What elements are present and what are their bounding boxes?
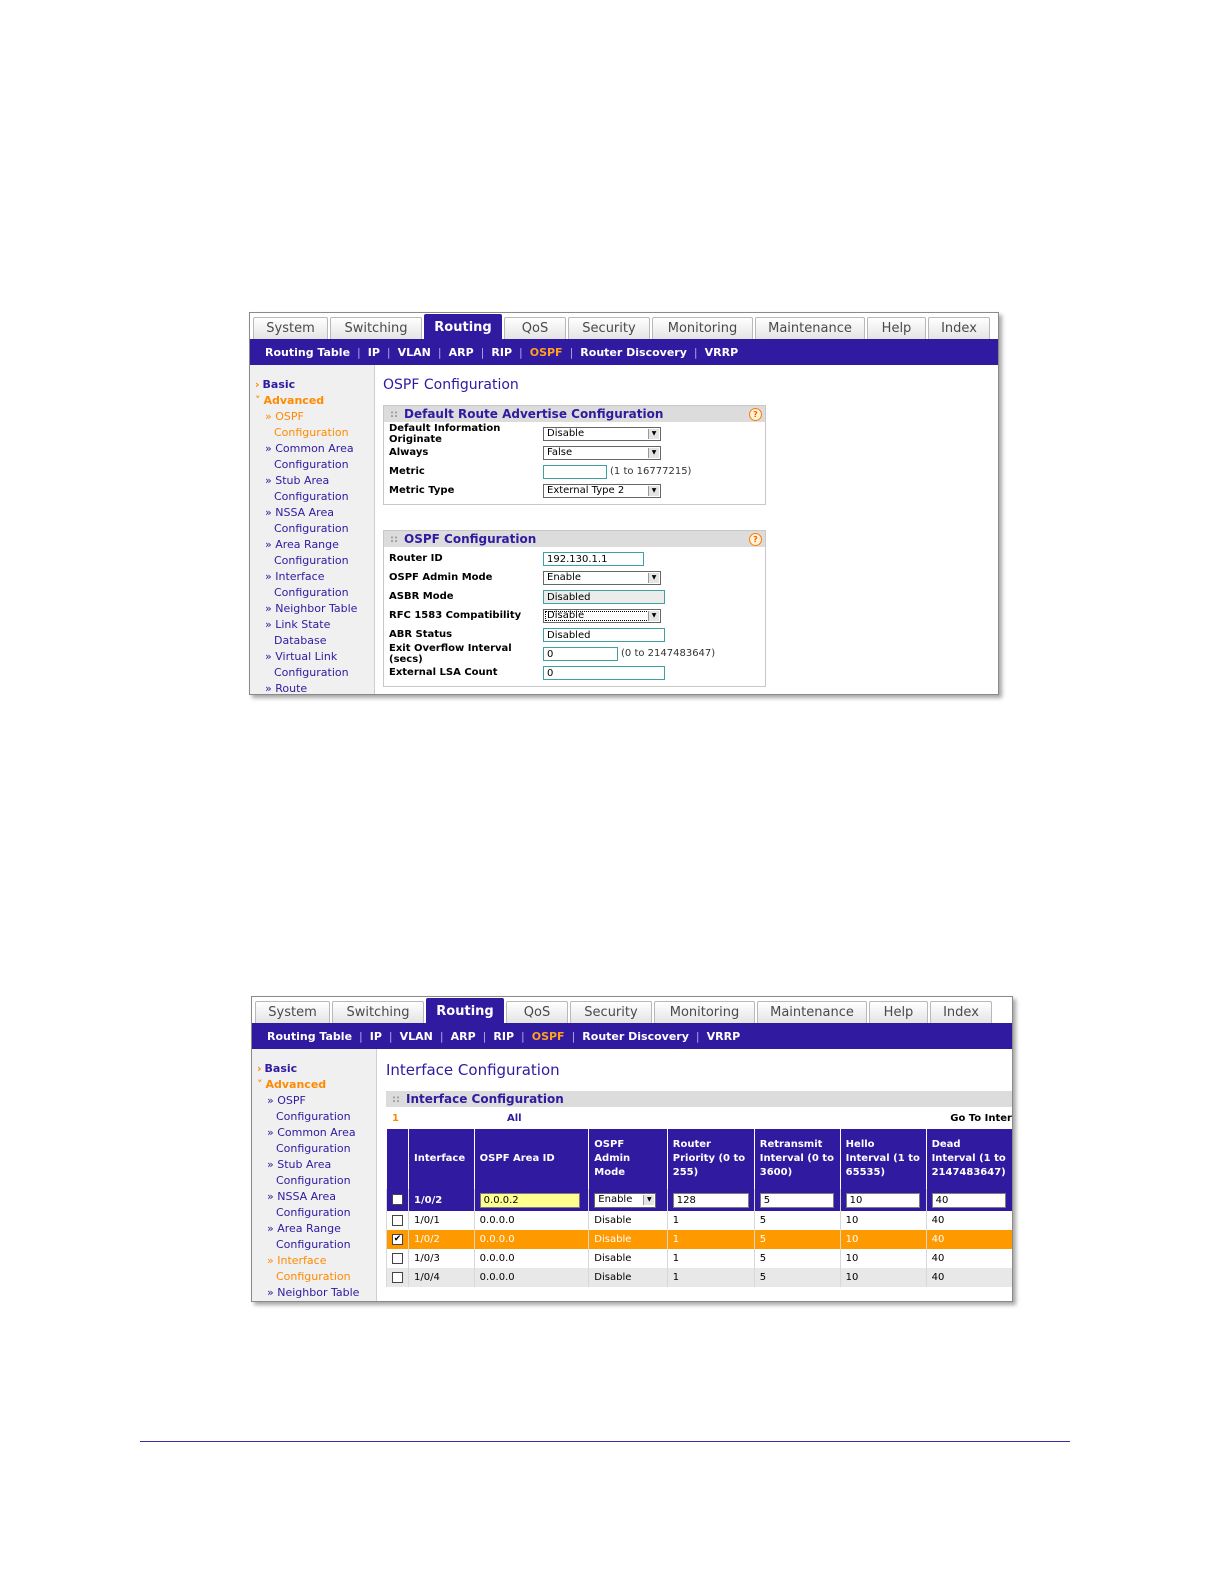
edit-admin-mode-cell: [589, 1189, 667, 1211]
table-row[interactable]: [387, 1268, 1013, 1287]
section-header: [386, 1091, 1012, 1107]
sidebar-advanced[interactable]: [250, 393, 374, 409]
subnav-router-discovery[interactable]: Router Discovery: [582, 1029, 689, 1043]
subnav-ospf[interactable]: OSPF: [531, 1029, 565, 1043]
sidebar-item-label: Configuration: [274, 554, 349, 567]
sidebar-item-neighbor-table[interactable]: [250, 601, 374, 617]
tab-routing[interactable]: Routing: [426, 998, 504, 1023]
header-retransmit-interval: Retransmit Interval (0 to 3600): [754, 1129, 840, 1189]
cell-priority: 1: [667, 1230, 754, 1249]
sidebar-basic[interactable]: [250, 377, 374, 393]
sidebar-advanced-label: Advanced: [263, 394, 325, 407]
sidebar: [250, 365, 375, 694]
sidebar-item-label: » Interface: [265, 570, 325, 583]
help-icon[interactable]: ?: [749, 408, 762, 421]
router-id-label: Router ID: [389, 553, 443, 564]
admin-mode-label: OSPF Admin Mode: [389, 572, 493, 583]
subnav-rip[interactable]: RIP: [491, 345, 512, 359]
sidebar-item-label: Configuration: [276, 1110, 351, 1123]
tab-qos[interactable]: QoS: [506, 1001, 568, 1023]
main-content: [386, 1049, 1012, 1301]
sidebar-item-label: Configuration: [276, 1142, 351, 1155]
metric-range-hint: (1 to 16777215): [610, 466, 692, 477]
section-title: Default Route Advertise Configuration: [404, 407, 664, 421]
pager-all[interactable]: All: [507, 1112, 522, 1124]
sidebar-item-label: » Common Area: [267, 1126, 356, 1139]
tab-monitoring[interactable]: Monitoring: [654, 1001, 755, 1023]
sidebar-item-label: Configuration: [276, 1174, 351, 1187]
dropdown-arrow-icon: ▼: [648, 448, 659, 458]
sidebar-item-label: » Stub Area: [265, 474, 330, 487]
sidebar-item-label: Configuration: [274, 490, 349, 503]
grip-icon: ::: [392, 1093, 400, 1105]
chevron-down-icon: ˅: [255, 394, 261, 407]
grip-icon: ::: [390, 533, 398, 545]
rfc1583-label: RFC 1583 Compatibility: [389, 610, 522, 621]
sidebar-item-label: Configuration: [274, 586, 349, 599]
cell-retransmit: 5: [754, 1268, 840, 1287]
dropdown-arrow-icon: ▼: [648, 573, 659, 583]
sidebar-item-label: » NSSA Area: [265, 506, 334, 519]
sidebar-item-label: » Common Area: [265, 442, 354, 455]
sidebar-item-stub-area[interactable]: [252, 1157, 376, 1189]
sidebar-item-label: » OSPF: [267, 1094, 306, 1107]
subnav-arp[interactable]: ARP: [450, 1029, 476, 1043]
always-select[interactable]: [543, 446, 661, 460]
select-all-checkbox[interactable]: [392, 1194, 403, 1205]
default-route-section: [383, 405, 766, 505]
cell-hello: 10: [840, 1230, 926, 1249]
sidebar-item-nssa-area[interactable]: [250, 505, 374, 537]
table-row[interactable]: [387, 1249, 1013, 1268]
dropdown-arrow-icon: ▼: [648, 486, 659, 496]
tab-system[interactable]: System: [255, 1001, 330, 1023]
select-value: Disable: [547, 609, 585, 621]
sidebar-item-label: » Area Range: [265, 538, 339, 551]
router-priority-input[interactable]: 128: [673, 1193, 749, 1208]
cell-interface: 1/0/2: [409, 1230, 475, 1249]
sidebar-item-virtual-link[interactable]: [250, 649, 374, 681]
routing-subnav: Routing Table | IP | VLAN | ARP | RIP | OSPF | Router Discovery | VRRP: [252, 1023, 1012, 1049]
admin-mode-select[interactable]: [543, 571, 661, 585]
subnav-ip[interactable]: IP: [369, 1029, 382, 1043]
dropdown-arrow-icon: ▼: [643, 1195, 654, 1205]
edit-retransmit-cell: [754, 1189, 840, 1211]
row-checkbox[interactable]: [392, 1272, 403, 1283]
exit-overflow-label: Exit Overflow Interval (secs): [389, 642, 512, 665]
row-checkbox-cell: [387, 1268, 409, 1287]
tab-switching[interactable]: Switching: [330, 317, 422, 339]
sidebar-item-interface[interactable]: [250, 569, 374, 601]
dead-interval-input[interactable]: 40: [932, 1193, 1006, 1208]
subnav-vlan[interactable]: VLAN: [397, 345, 431, 359]
router-id-input[interactable]: 192.130.1.1: [543, 552, 644, 566]
cell-retransmit: 5: [754, 1230, 840, 1249]
sidebar-item-stub-area[interactable]: [250, 473, 374, 505]
sidebar-item-common-area[interactable]: [252, 1125, 376, 1157]
abr-status-value: Disabled: [543, 628, 665, 642]
sidebar-advanced[interactable]: [252, 1077, 376, 1093]
cell-admin-mode: Disable: [589, 1249, 667, 1268]
metric-label: Metric: [389, 466, 425, 477]
select-value: False: [547, 446, 573, 458]
hello-interval-input[interactable]: 10: [846, 1193, 920, 1208]
header-area-id: OSPF Area ID: [474, 1129, 589, 1189]
grip-icon: ::: [390, 408, 398, 420]
page-title: OSPF Configuration: [383, 377, 519, 393]
metric-type-select[interactable]: [543, 484, 661, 498]
top-tab-bar: [252, 997, 1012, 1023]
dropdown-arrow-icon: ▼: [648, 429, 659, 439]
always-label: Always: [389, 447, 429, 458]
sidebar-item-link-state[interactable]: [250, 617, 374, 649]
tab-index[interactable]: Index: [930, 1001, 992, 1023]
sidebar-basic-label: Basic: [262, 378, 296, 391]
exit-overflow-input[interactable]: 0: [543, 647, 618, 661]
tab-maintenance[interactable]: Maintenance: [755, 317, 865, 339]
tab-help[interactable]: Help: [867, 317, 926, 339]
sidebar-item-label: » Link State: [265, 618, 331, 631]
default-info-originate-label: Default Information Originate: [389, 422, 501, 445]
cell-priority: 1: [667, 1249, 754, 1268]
select-value: Enable: [547, 571, 582, 583]
ospf-configuration-screenshot: [249, 312, 999, 695]
metric-type-label: Metric Type: [389, 485, 455, 496]
sidebar-item-neighbor-table[interactable]: [252, 1285, 376, 1301]
subnav-arp[interactable]: ARP: [448, 345, 474, 359]
table-row[interactable]: [387, 1211, 1013, 1230]
external-lsa-label: External LSA Count: [389, 667, 498, 678]
header-router-priority: Router Priority (0 to 255): [667, 1129, 754, 1189]
header-dead-interval: Dead Interval (1 to 2147483647): [926, 1129, 1012, 1189]
default-info-originate-select[interactable]: [543, 427, 661, 441]
table-row-selected[interactable]: [387, 1230, 1013, 1249]
chevron-right-icon: ›: [255, 378, 260, 391]
tab-security[interactable]: Security: [570, 1001, 652, 1023]
pager: [386, 1107, 1012, 1129]
row-checkbox[interactable]: [392, 1215, 403, 1226]
interface-configuration-screenshot: [251, 996, 1013, 1302]
cell-dead: 40: [926, 1268, 1012, 1287]
sidebar-item-label: » Interface: [267, 1254, 327, 1267]
cell-priority: 1: [667, 1211, 754, 1230]
select-value: Enable: [598, 1193, 633, 1205]
metric-input[interactable]: [543, 465, 607, 479]
cell-retransmit: 5: [754, 1211, 840, 1230]
sidebar-item-label: Configuration: [276, 1206, 351, 1219]
sidebar-item-label: Database: [274, 634, 327, 647]
tab-help[interactable]: Help: [869, 1001, 928, 1023]
help-icon[interactable]: ?: [749, 533, 762, 546]
sidebar-item-label: Configuration: [274, 458, 349, 471]
sidebar-item-label: Configuration: [274, 666, 349, 679]
edit-row-interface: 1/0/2: [409, 1189, 475, 1211]
cell-retransmit: 5: [754, 1249, 840, 1268]
table-header-row: [387, 1129, 1013, 1189]
sidebar-item-label: Configuration: [276, 1270, 351, 1283]
sidebar-basic[interactable]: [252, 1061, 376, 1077]
section-title: Interface Configuration: [406, 1092, 564, 1106]
cell-area-id: 0.0.0.0: [474, 1230, 589, 1249]
sidebar-item-label: Configuration: [276, 1238, 351, 1251]
header-hello-interval: Hello Interval (1 to 65535): [840, 1129, 926, 1189]
dropdown-arrow-icon: ▼: [648, 611, 659, 621]
section-header: [384, 406, 765, 422]
cell-interface: 1/0/3: [409, 1249, 475, 1268]
subnav-ospf[interactable]: OSPF: [529, 345, 563, 359]
subnav-routing-table[interactable]: Routing Table: [265, 345, 351, 359]
sidebar-item-label: » Neighbor Table: [265, 602, 358, 615]
row-checkbox-cell: [387, 1249, 409, 1268]
cell-interface: 1/0/4: [409, 1268, 475, 1287]
sidebar-item-label: » Virtual Link: [265, 650, 338, 663]
edit-row-checkbox-cell: [387, 1189, 409, 1211]
sidebar: [252, 1049, 377, 1301]
subnav-vrrp[interactable]: VRRP: [706, 1029, 741, 1043]
pager-page-1[interactable]: 1: [392, 1112, 399, 1124]
tab-index[interactable]: Index: [928, 317, 990, 339]
chevron-right-icon: ›: [257, 1062, 262, 1075]
sidebar-item-interface[interactable]: [252, 1253, 376, 1285]
cell-hello: 10: [840, 1268, 926, 1287]
cell-area-id: 0.0.0.0: [474, 1249, 589, 1268]
row-checkbox-cell: [387, 1230, 409, 1249]
header-select: [387, 1129, 409, 1189]
subnav-rip[interactable]: RIP: [493, 1029, 514, 1043]
asbr-mode-label: ASBR Mode: [389, 591, 454, 602]
tab-maintenance[interactable]: Maintenance: [757, 1001, 867, 1023]
footer-divider: [140, 1441, 1070, 1442]
sidebar-item-label: » Area Range: [267, 1222, 341, 1235]
edit-row: [387, 1189, 1013, 1211]
header-admin-mode: OSPF Admin Mode: [589, 1129, 667, 1189]
sidebar-item-area-range[interactable]: [250, 537, 374, 569]
sidebar-item-area-range[interactable]: [252, 1221, 376, 1253]
sidebar-item-label: » Route: [265, 682, 308, 695]
main-content: [383, 365, 998, 694]
admin-mode-select[interactable]: [594, 1193, 656, 1208]
tab-qos[interactable]: QoS: [504, 317, 566, 339]
tab-system[interactable]: System: [253, 317, 328, 339]
cell-dead: 40: [926, 1249, 1012, 1268]
edit-hello-cell: [840, 1189, 926, 1211]
cell-admin-mode: Disable: [589, 1211, 667, 1230]
section-title: OSPF Configuration: [404, 532, 537, 546]
ospf-config-section: [383, 530, 766, 687]
cell-interface: 1/0/1: [409, 1211, 475, 1230]
edit-priority-cell: [667, 1189, 754, 1211]
edit-area-id-cell: [474, 1189, 589, 1211]
sidebar-item-label: Configuration: [274, 522, 349, 535]
routing-subnav: Routing Table | IP | VLAN | ARP | RIP | OSPF | Router Discovery | VRRP: [250, 339, 998, 365]
section-header: [384, 531, 765, 547]
cell-dead: 40: [926, 1211, 1012, 1230]
sidebar-item-label: » Neighbor Table: [267, 1286, 360, 1299]
subnav-vlan[interactable]: VLAN: [399, 1029, 433, 1043]
checkmark-icon[interactable]: ✔: [393, 1233, 402, 1244]
tab-routing[interactable]: Routing: [424, 314, 502, 339]
sidebar-basic-label: Basic: [264, 1062, 298, 1075]
sidebar-item-route[interactable]: [250, 681, 374, 695]
exit-overflow-range-hint: (0 to 2147483647): [621, 648, 716, 659]
cell-hello: 10: [840, 1211, 926, 1230]
rfc1583-select[interactable]: [543, 609, 661, 623]
sidebar-item-label: Configuration: [274, 426, 349, 439]
tab-switching[interactable]: Switching: [332, 1001, 424, 1023]
external-lsa-value: 0: [543, 666, 665, 680]
sidebar-item-ospf-configuration[interactable]: [252, 1093, 376, 1125]
sidebar-item-label: » NSSA Area: [267, 1190, 336, 1203]
subnav-router-discovery[interactable]: Router Discovery: [580, 345, 687, 359]
page-title: Interface Configuration: [386, 1061, 560, 1079]
cell-area-id: 0.0.0.0: [474, 1268, 589, 1287]
cell-admin-mode: Disable: [589, 1268, 667, 1287]
header-interface: Interface: [409, 1129, 475, 1189]
subnav-vrrp[interactable]: VRRP: [704, 345, 739, 359]
asbr-mode-value: Disabled: [543, 590, 665, 604]
sidebar-item-common-area[interactable]: [250, 441, 374, 473]
cell-area-id: 0.0.0.0: [474, 1211, 589, 1230]
sidebar-item-label: » Stub Area: [267, 1158, 332, 1171]
go-to-interface[interactable]: Go To Inter: [950, 1112, 1012, 1124]
select-value: Disable: [547, 427, 585, 439]
cell-dead: 40: [926, 1230, 1012, 1249]
row-checkbox-cell: [387, 1211, 409, 1230]
sidebar-advanced-label: Advanced: [265, 1078, 327, 1091]
retransmit-interval-input[interactable]: 5: [760, 1193, 834, 1208]
area-id-input[interactable]: 0.0.0.2: [480, 1193, 580, 1208]
top-tab-bar: [250, 313, 998, 339]
select-value: External Type 2: [547, 484, 625, 496]
sidebar-item-ospf-configuration[interactable]: [250, 409, 374, 441]
cell-admin-mode: Disable: [589, 1230, 667, 1249]
cell-priority: 1: [667, 1268, 754, 1287]
interface-table: [386, 1129, 1012, 1287]
sidebar-item-nssa-area[interactable]: [252, 1189, 376, 1221]
row-checkbox[interactable]: [392, 1253, 403, 1264]
cell-hello: 10: [840, 1249, 926, 1268]
subnav-ip[interactable]: IP: [367, 345, 380, 359]
sidebar-item-label: » OSPF: [265, 410, 304, 423]
abr-status-label: ABR Status: [389, 629, 453, 640]
chevron-down-icon: ˅: [257, 1078, 263, 1091]
edit-dead-cell: [926, 1189, 1012, 1211]
tab-security[interactable]: Security: [568, 317, 650, 339]
subnav-routing-table[interactable]: Routing Table: [267, 1029, 353, 1043]
tab-monitoring[interactable]: Monitoring: [652, 317, 753, 339]
